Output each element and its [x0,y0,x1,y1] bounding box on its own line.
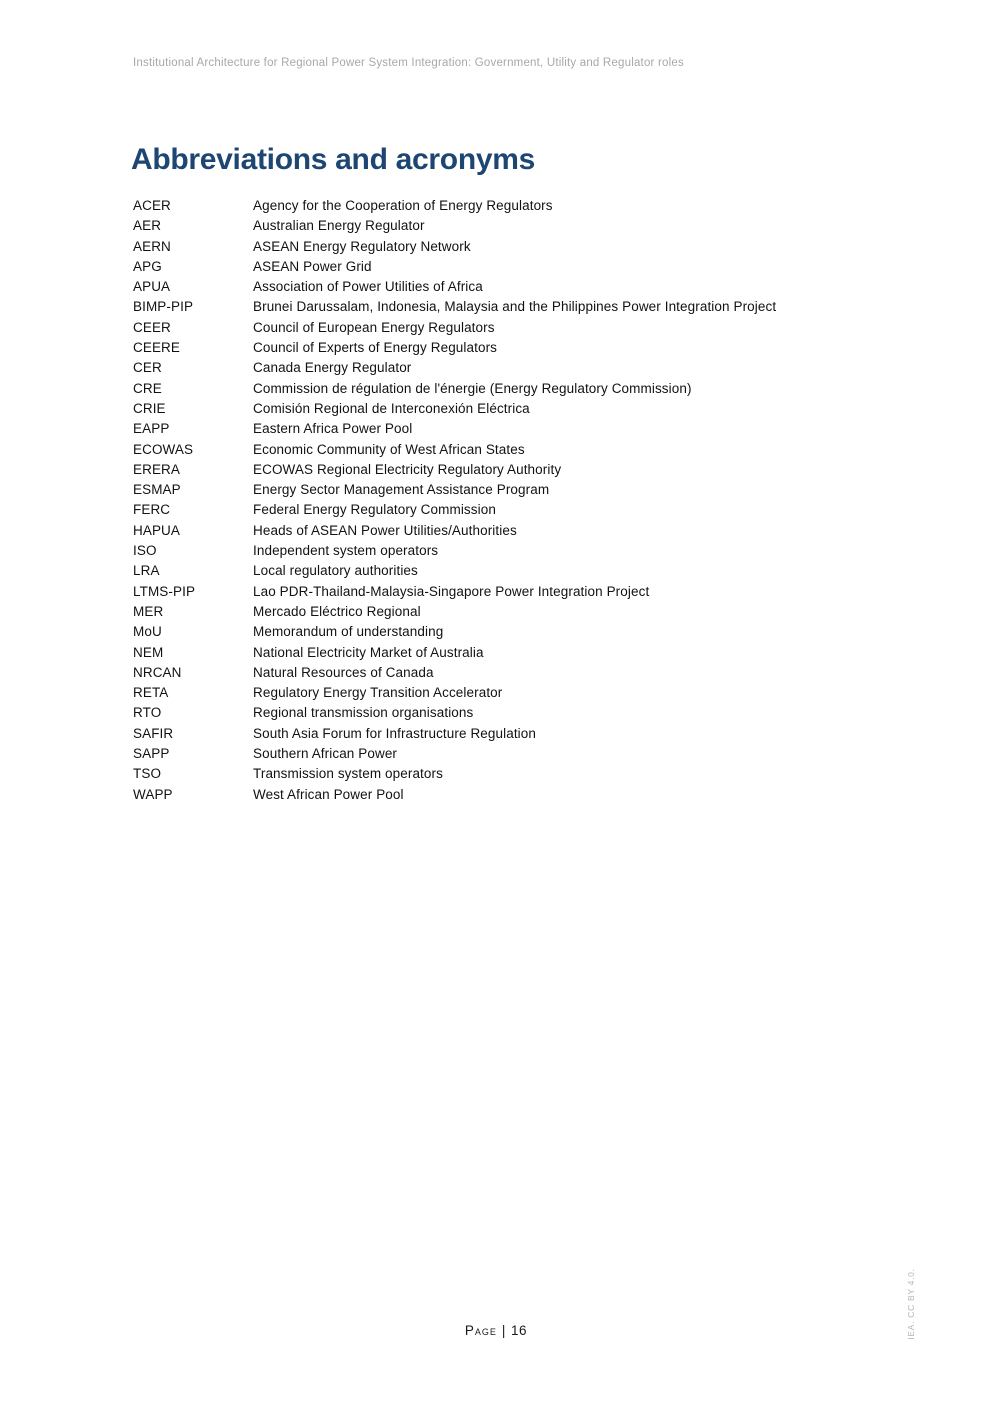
abbreviation-acronym: WAPP [133,786,173,802]
abbreviation-acronym: ACER [133,198,171,213]
abbreviation-definition: Council of Experts of Energy Regulators [253,340,498,356]
abbreviation-acronym: ERERA [133,461,181,477]
abbreviation-definition: Memorandum of understanding [253,624,444,640]
abbreviation-definition: National Electricity Market of Australia [253,644,484,660]
abbreviation-acronym: RETA [133,685,169,701]
abbreviation-row [133,622,893,642]
abbreviation-definition: Lao PDR-Thailand-Malaysia-Singapore Power Integration Project [253,583,650,599]
footer-page-label: Page [464,1323,497,1338]
abbreviation-acronym: APG [133,258,162,274]
abbreviation-acronym: CRIE [133,400,166,416]
abbreviation-definition: Australian Energy Regulator [253,218,425,234]
abbreviation-row [133,318,893,338]
abbreviation-row [133,257,893,277]
abbreviation-row [133,379,893,399]
abbreviation-definition: Economic Community of West African States [253,441,525,457]
abbreviation-definition: Association of Power Utilities of Africa [253,279,483,295]
abbreviation-acronym: HAPUA [133,522,181,538]
abbreviation-row [133,703,893,723]
abbreviation-acronym: BIMP-PIP [133,299,194,315]
abbreviation-acronym: NRCAN [133,664,182,680]
abbreviation-row [133,196,893,216]
abbreviation-acronym: CEER [133,319,171,335]
abbreviation-acronym: ESMAP [133,482,181,498]
abbreviation-row [133,358,893,378]
abbreviation-list [133,196,893,805]
abbreviation-acronym: ISO [133,543,157,559]
abbreviation-acronym: EAPP [133,421,170,437]
abbreviation-acronym: LRA [133,563,160,579]
abbreviation-definition: Southern African Power [253,746,398,762]
abbreviation-row [133,602,893,622]
abbreviation-acronym: MER [133,603,164,619]
abbreviation-row [133,500,893,520]
abbreviation-row [133,521,893,541]
abbreviation-definition: Regulatory Energy Transition Accelerator [253,685,503,701]
abbreviation-definition: Brunei Darussalam, Indonesia, Malaysia and the Philippines Power Integration Project [253,299,777,315]
footer-separator: | [501,1323,506,1338]
running-header: Institutional Architecture for Regional Power System Integration: Government, Utility and Regulator roles [133,57,684,69]
abbreviation-acronym: CEERE [133,340,181,356]
abbreviation-definition: Local regulatory authorities [253,563,418,579]
abbreviation-row [133,785,893,805]
abbreviation-definition: Agency for the Cooperation of Energy Regulators [253,198,553,213]
abbreviation-definition: Canada Energy Regulator [253,360,412,376]
abbreviation-row [133,338,893,358]
abbreviation-row [133,744,893,764]
abbreviation-definition: Eastern Africa Power Pool [253,421,413,437]
abbreviation-definition: ASEAN Energy Regulatory Network [253,238,471,254]
abbreviation-acronym: LTMS-PIP [133,583,196,599]
abbreviation-row [133,643,893,663]
abbreviation-row [133,237,893,257]
abbreviation-definition: West African Power Pool [253,786,404,802]
abbreviation-acronym: RTO [133,705,162,721]
abbreviation-row [133,277,893,297]
abbreviation-definition: Independent system operators [253,543,439,559]
abbreviation-acronym: MoU [133,624,162,640]
abbreviation-definition: Mercado Eléctrico Regional [253,603,421,619]
abbreviation-definition: Heads of ASEAN Power Utilities/Authorities [253,522,517,538]
abbreviation-row [133,460,893,480]
abbreviation-row [133,561,893,581]
license-side-note: IEA. CC BY 4.0. [906,1268,916,1340]
abbreviation-definition: ASEAN Power Grid [253,258,372,274]
abbreviation-row [133,216,893,236]
abbreviation-definition: Comisión Regional de Interconexión Eléctrica [253,400,530,416]
abbreviation-row [133,724,893,744]
abbreviation-row [133,297,893,317]
abbreviation-definition: Commission de régulation de l'énergie (Energy Regulatory Commission) [253,380,692,396]
abbreviation-definition: Council of European Energy Regulators [253,319,495,335]
abbreviation-definition: Energy Sector Management Assistance Program [253,482,550,498]
abbreviation-acronym: AER [133,218,162,234]
abbreviation-acronym: AERN [133,238,171,254]
abbreviation-definition: Natural Resources of Canada [253,664,434,680]
abbreviation-row [133,399,893,419]
abbreviation-definition: ECOWAS Regional Electricity Regulatory Authority [253,461,562,477]
page-footer [0,1323,992,1338]
abbreviation-acronym: SAPP [133,746,170,762]
abbreviation-acronym: TSO [133,766,162,782]
abbreviation-acronym: FERC [133,502,171,518]
abbreviation-acronym: SAFIR [133,725,174,741]
abbreviation-row [133,480,893,500]
abbreviation-definition: South Asia Forum for Infrastructure Regulation [253,725,536,741]
abbreviation-definition: Regional transmission organisations [253,705,474,721]
abbreviation-row [133,683,893,703]
abbreviation-acronym: ECOWAS [133,441,194,457]
abbreviation-acronym: NEM [133,644,164,660]
abbreviation-definition: Transmission system operators [253,766,443,782]
abbreviation-definition: Federal Energy Regulatory Commission [253,502,496,518]
abbreviation-acronym: APUA [133,279,171,295]
page-title: Abbreviations and acronyms [131,143,535,176]
abbreviation-row [133,419,893,439]
abbreviation-row [133,582,893,602]
footer-page-number: 16 [510,1323,528,1338]
abbreviation-row [133,440,893,460]
abbreviation-row [133,764,893,784]
abbreviation-row [133,541,893,561]
abbreviation-row [133,663,893,683]
abbreviation-acronym: CRE [133,380,162,396]
abbreviation-acronym: CER [133,360,162,376]
